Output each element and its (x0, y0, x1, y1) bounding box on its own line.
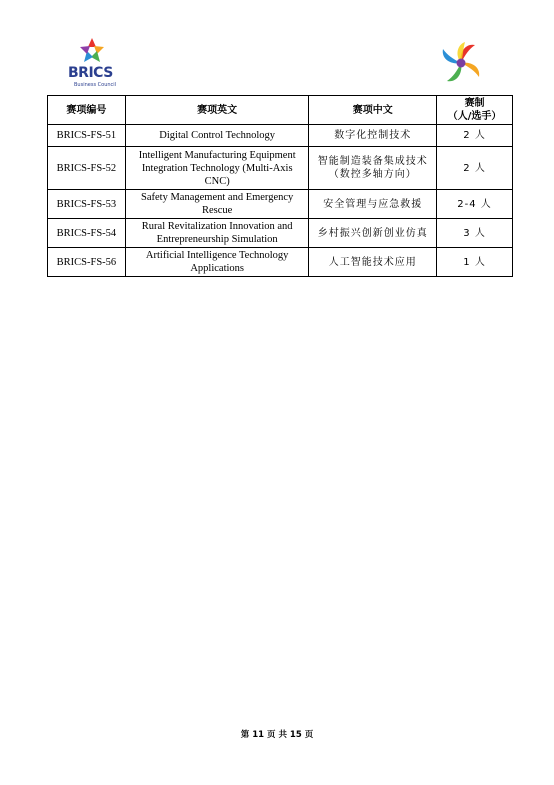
table-row (48, 219, 513, 248)
english-line: Digital Control Technology (159, 130, 276, 141)
chinese-line: 人工智能技术应用 (328, 256, 417, 268)
cell-english (125, 125, 309, 147)
table-header-row (48, 96, 513, 125)
cell-code: BRICS-FS-56 (48, 248, 126, 277)
cell-code: BRICS-FS-53 (48, 190, 126, 219)
cell-format: 2 人 (437, 125, 513, 147)
chinese-line: 智能制造装备集成技术 (317, 156, 428, 167)
header-format (437, 96, 513, 125)
cell-chinese (309, 219, 437, 248)
english-line: Entrepreneurship Simulation (156, 234, 278, 245)
table-row (48, 147, 513, 190)
english-line: Rescue (202, 205, 233, 216)
english-line: Intelligent Manufacturing Equipment (138, 149, 296, 161)
cell-format: 1 人 (437, 248, 513, 277)
cell-code: BRICS-FS-54 (48, 219, 126, 248)
cell-english (125, 190, 309, 219)
english-line: Safety Management and Emergency (141, 192, 294, 203)
cell-code: BRICS-FS-52 (48, 147, 126, 190)
english-line: Integration Technology (Multi-Axis (141, 162, 293, 174)
table-row (48, 125, 513, 147)
cell-format: 2 人 (437, 147, 513, 190)
chinese-line: 安全管理与应急救援 (323, 198, 423, 210)
pinwheel-icon (438, 40, 484, 86)
cell-chinese (309, 190, 437, 219)
cell-chinese (309, 147, 437, 190)
english-line: Applications (190, 263, 244, 274)
header-format-line2: （人/选手） (447, 111, 502, 122)
header-format-line1: 赛制 (464, 98, 485, 109)
table-row (48, 248, 513, 277)
cell-english (125, 219, 309, 248)
chinese-line: 乡村振兴创新创业仿真 (317, 227, 428, 239)
header-english: 赛项英文 (125, 96, 309, 125)
cell-english (125, 147, 309, 190)
pinwheel-logo (438, 40, 484, 86)
table-row (48, 190, 513, 219)
header-code: 赛项编号 (48, 96, 126, 125)
header-chinese: 赛项中文 (309, 96, 437, 125)
chinese-line: 数字化控制技术 (334, 130, 412, 141)
events-table (47, 95, 513, 277)
cell-chinese (309, 248, 437, 277)
english-line: Artificial Intelligence Technology (145, 250, 289, 261)
english-line: Rural Revitalization Innovation and (141, 221, 293, 232)
logo-brand-text: BRICS (68, 65, 113, 81)
chinese-line: （数控多轴方向） (328, 169, 417, 180)
cell-code: BRICS-FS-51 (48, 125, 126, 147)
star-flower-icon (64, 36, 120, 66)
page-number-footer: 第 11 页 共 15 页 (240, 730, 314, 740)
english-line: CNC) (204, 175, 230, 187)
cell-format: 2-4 人 (437, 190, 513, 219)
logo-subtitle-text: Business Council (74, 82, 117, 88)
cell-english (125, 248, 309, 277)
cell-format: 3 人 (437, 219, 513, 248)
cell-chinese (309, 125, 437, 147)
brics-business-council-logo (64, 36, 120, 94)
